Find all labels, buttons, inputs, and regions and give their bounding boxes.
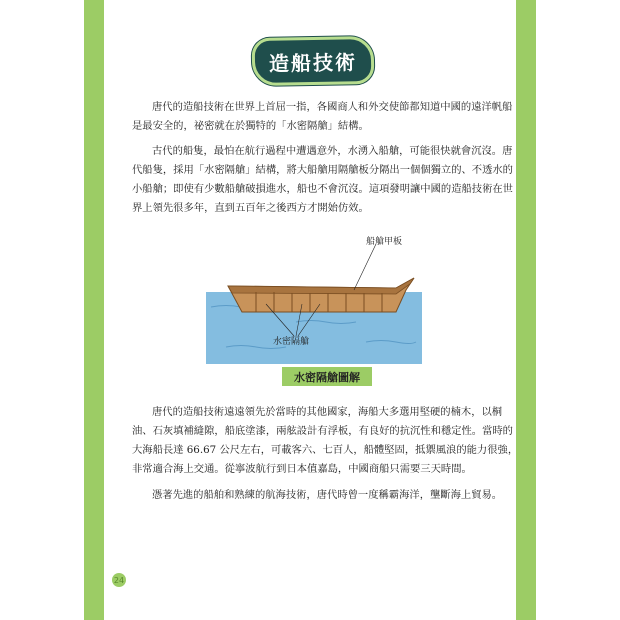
bulkhead-label: 水密隔艙 — [273, 337, 310, 347]
text-line: 憑著先進的船舶和熟練的航海技術，唐代時曾一度稱霸海洋，壟斷海上貿易。 — [152, 489, 503, 501]
text-line: 大海船長達 66.67 公尺左右，可載客六、七百人，船體堅固，抵禦風浪的能力很強， — [132, 444, 519, 456]
paragraph-1 — [132, 98, 513, 136]
deck-leader-line — [354, 244, 376, 290]
paragraph-3 — [132, 403, 519, 479]
figure-caption: 水密隔艙圖解 — [282, 367, 372, 386]
page-title: 造船技術 — [268, 49, 358, 76]
ship-diagram — [206, 232, 422, 364]
page-number: 24 — [112, 573, 126, 587]
text-line: 唐代的造船技術遠遠領先於當時的其他國家，海船大多選用堅硬的楠木，以桐 — [152, 406, 503, 418]
title-badge — [252, 36, 375, 86]
text-line: 非常適合海上交通。從寧波航行到日本值嘉島，中國商船只需要三天時間。 — [132, 463, 472, 475]
deck-label: 船艙甲板 — [366, 237, 403, 247]
text-line: 唐代的造船技術在世界上首屈一指，各國商人和外交使節都知道中國的遠洋帆船 — [152, 101, 513, 113]
text-line: 小船艙；即使有少數船艙破損進水，船也不會沉沒。這項發明讓中國的造船技術在世 — [132, 183, 513, 195]
text-line: 代船隻，採用「水密隔艙」結構，將大船艙用隔艙板分隔出一個個獨立的、不透水的 — [132, 164, 513, 176]
text-line: 古代的船隻，最怕在航行過程中遭遇意外，水湧入船艙，可能很快就會沉沒。唐 — [152, 145, 513, 157]
paragraph-4 — [132, 486, 507, 505]
paragraph-2 — [132, 142, 513, 218]
ship-deck — [228, 278, 414, 294]
text-line: 界上領先很多年，直到五百年之後西方才開始仿效。 — [132, 202, 369, 214]
text-line: 是最安全的，祕密就在於獨特的「水密隔艙」結構。 — [132, 120, 369, 132]
text-line: 油、石灰填補縫隙，船底塗漆，兩舷設計有浮板，有良好的抗沉性和穩定性。當時的 — [132, 425, 513, 437]
